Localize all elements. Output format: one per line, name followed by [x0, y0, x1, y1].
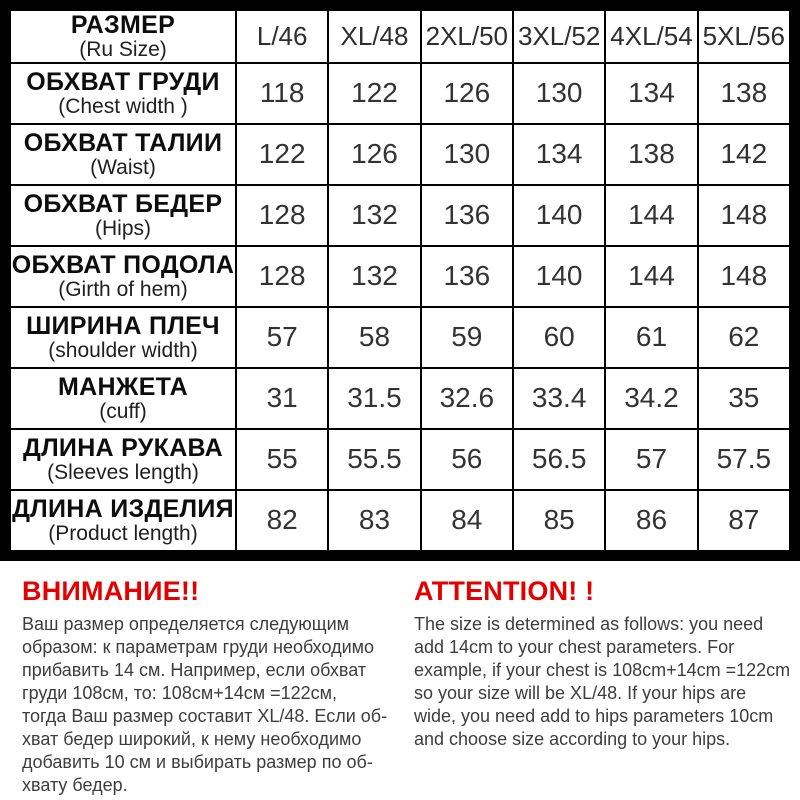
row-label-en: (Product length)	[48, 521, 198, 545]
table-row	[10, 63, 790, 124]
note-line: and choose size according to your hips.	[414, 728, 731, 749]
value-cell: 148	[698, 246, 790, 307]
value-cell: 138	[605, 124, 697, 185]
value-cell: 138	[698, 63, 790, 124]
row-label-ru: МАНЖЕТА	[57, 372, 189, 401]
row-label-en: (shoulder width)	[48, 338, 198, 362]
value-cell: 33.4	[513, 368, 605, 429]
value-cell: 134	[513, 124, 605, 185]
value-cell: 85	[513, 490, 605, 551]
notes-section	[0, 561, 800, 797]
value-cell: 148	[698, 185, 790, 246]
note-body-en	[414, 613, 792, 751]
value-cell: 144	[605, 246, 697, 307]
row-label-en: (cuff)	[99, 399, 147, 423]
value-cell: 60	[513, 307, 605, 368]
value-cell: 58	[328, 307, 420, 368]
row-label-ru: ШИРИНА ПЛЕЧ	[26, 311, 220, 340]
note-line: образом: к параметрам груди необходимо	[22, 636, 375, 657]
value-cell: 122	[328, 63, 420, 124]
table-row	[10, 490, 790, 551]
size-column-header: XL/48	[328, 10, 420, 63]
note-line: so your size will be XL/48. If your hips are	[414, 682, 747, 703]
row-label-cell	[10, 490, 236, 551]
note-line: прибавить 14 см. Например, если обхват	[22, 659, 367, 680]
table-row	[10, 368, 790, 429]
row-label-ru: ДЛИНА ИЗДЕЛИЯ	[12, 494, 234, 523]
value-cell: 132	[328, 185, 420, 246]
value-cell: 126	[328, 124, 420, 185]
value-cell: 61	[605, 307, 697, 368]
row-label-ru: ОБХВАТ ГРУДИ	[26, 67, 220, 96]
note-line: add 14cm to your chest parameters. For	[414, 636, 735, 657]
value-cell: 144	[605, 185, 697, 246]
value-cell: 87	[698, 490, 790, 551]
note-line: хвату бедер.	[22, 774, 128, 795]
row-label-ru: ОБХВАТ ПОДОЛА	[11, 250, 235, 279]
table-header-row	[10, 10, 790, 63]
table-row	[10, 429, 790, 490]
row-label-cell	[10, 368, 236, 429]
value-cell: 57	[236, 307, 328, 368]
row-label-cell	[10, 246, 236, 307]
value-cell: 84	[421, 490, 513, 551]
header-label-cell	[10, 10, 236, 63]
value-cell: 86	[605, 490, 697, 551]
value-cell: 126	[421, 63, 513, 124]
note-line: wide, you need add to hips parameters 10cm	[414, 705, 774, 726]
note-english	[414, 576, 792, 797]
value-cell: 32.6	[421, 368, 513, 429]
note-line: тогда Ваш размер составит XL/48. Если об-	[22, 705, 388, 726]
value-cell: 57	[605, 429, 697, 490]
size-column-header: 2XL/50	[421, 10, 513, 63]
value-cell: 142	[698, 124, 790, 185]
value-cell: 62	[698, 307, 790, 368]
value-cell: 140	[513, 246, 605, 307]
row-label-en: (Sleeves length)	[47, 460, 199, 484]
row-label-en: (Chest width )	[58, 94, 188, 118]
value-cell: 56.5	[513, 429, 605, 490]
note-body-ru	[22, 613, 394, 797]
table-row	[10, 185, 790, 246]
row-label-ru: ДЛИНА РУКАВА	[22, 433, 224, 462]
value-cell: 140	[513, 185, 605, 246]
value-cell: 59	[421, 307, 513, 368]
table-row	[10, 124, 790, 185]
size-column-header: 4XL/54	[605, 10, 697, 63]
value-cell: 56	[421, 429, 513, 490]
row-label-cell	[10, 63, 236, 124]
note-line: Ваш размер определяется следующим	[22, 613, 350, 634]
value-cell: 134	[605, 63, 697, 124]
row-label-cell	[10, 429, 236, 490]
value-cell: 130	[513, 63, 605, 124]
table-row	[10, 307, 790, 368]
value-cell: 55.5	[328, 429, 420, 490]
size-column-header: 3XL/52	[513, 10, 605, 63]
size-table-grid	[9, 9, 791, 552]
header-label-ru: РАЗМЕР	[70, 11, 176, 39]
row-label-cell	[10, 185, 236, 246]
value-cell: 132	[328, 246, 420, 307]
value-cell: 118	[236, 63, 328, 124]
row-label-en: (Waist)	[90, 155, 156, 179]
value-cell: 34.2	[605, 368, 697, 429]
row-label-en: (Hips)	[95, 216, 151, 240]
value-cell: 136	[421, 246, 513, 307]
value-cell: 35	[698, 368, 790, 429]
attention-heading-ru: ВНИМАНИЕ!!	[22, 575, 200, 606]
value-cell: 128	[236, 246, 328, 307]
note-russian	[22, 576, 394, 797]
header-label-en: (Ru Size)	[79, 38, 167, 61]
attention-heading-en: ATTENTION! !	[414, 575, 595, 606]
note-line: example, if your chest is 108cm+14cm =122cm	[414, 659, 791, 680]
table-row	[10, 246, 790, 307]
value-cell: 31.5	[328, 368, 420, 429]
value-cell: 31	[236, 368, 328, 429]
value-cell: 82	[236, 490, 328, 551]
row-label-cell	[10, 124, 236, 185]
value-cell: 136	[421, 185, 513, 246]
row-label-ru: ОБХВАТ ТАЛИИ	[23, 128, 223, 157]
row-label-cell	[10, 307, 236, 368]
note-line: добавить 10 см и выбирать размер по об-	[22, 751, 373, 772]
row-label-en: (Girth of hem)	[58, 277, 188, 301]
value-cell: 57.5	[698, 429, 790, 490]
value-cell: 83	[328, 490, 420, 551]
note-line: груди 108см, то: 108см+14см =122см,	[22, 682, 338, 703]
value-cell: 130	[421, 124, 513, 185]
size-column-header: 5XL/56	[698, 10, 790, 63]
value-cell: 128	[236, 185, 328, 246]
value-cell: 122	[236, 124, 328, 185]
value-cell: 55	[236, 429, 328, 490]
row-label-ru: ОБХВАТ БЕДЕР	[23, 189, 223, 218]
note-line: хват бедер широкий, к нему необходимо	[22, 728, 362, 749]
note-line: The size is determined as follows: you need	[414, 613, 764, 634]
size-column-header: L/46	[236, 10, 328, 63]
